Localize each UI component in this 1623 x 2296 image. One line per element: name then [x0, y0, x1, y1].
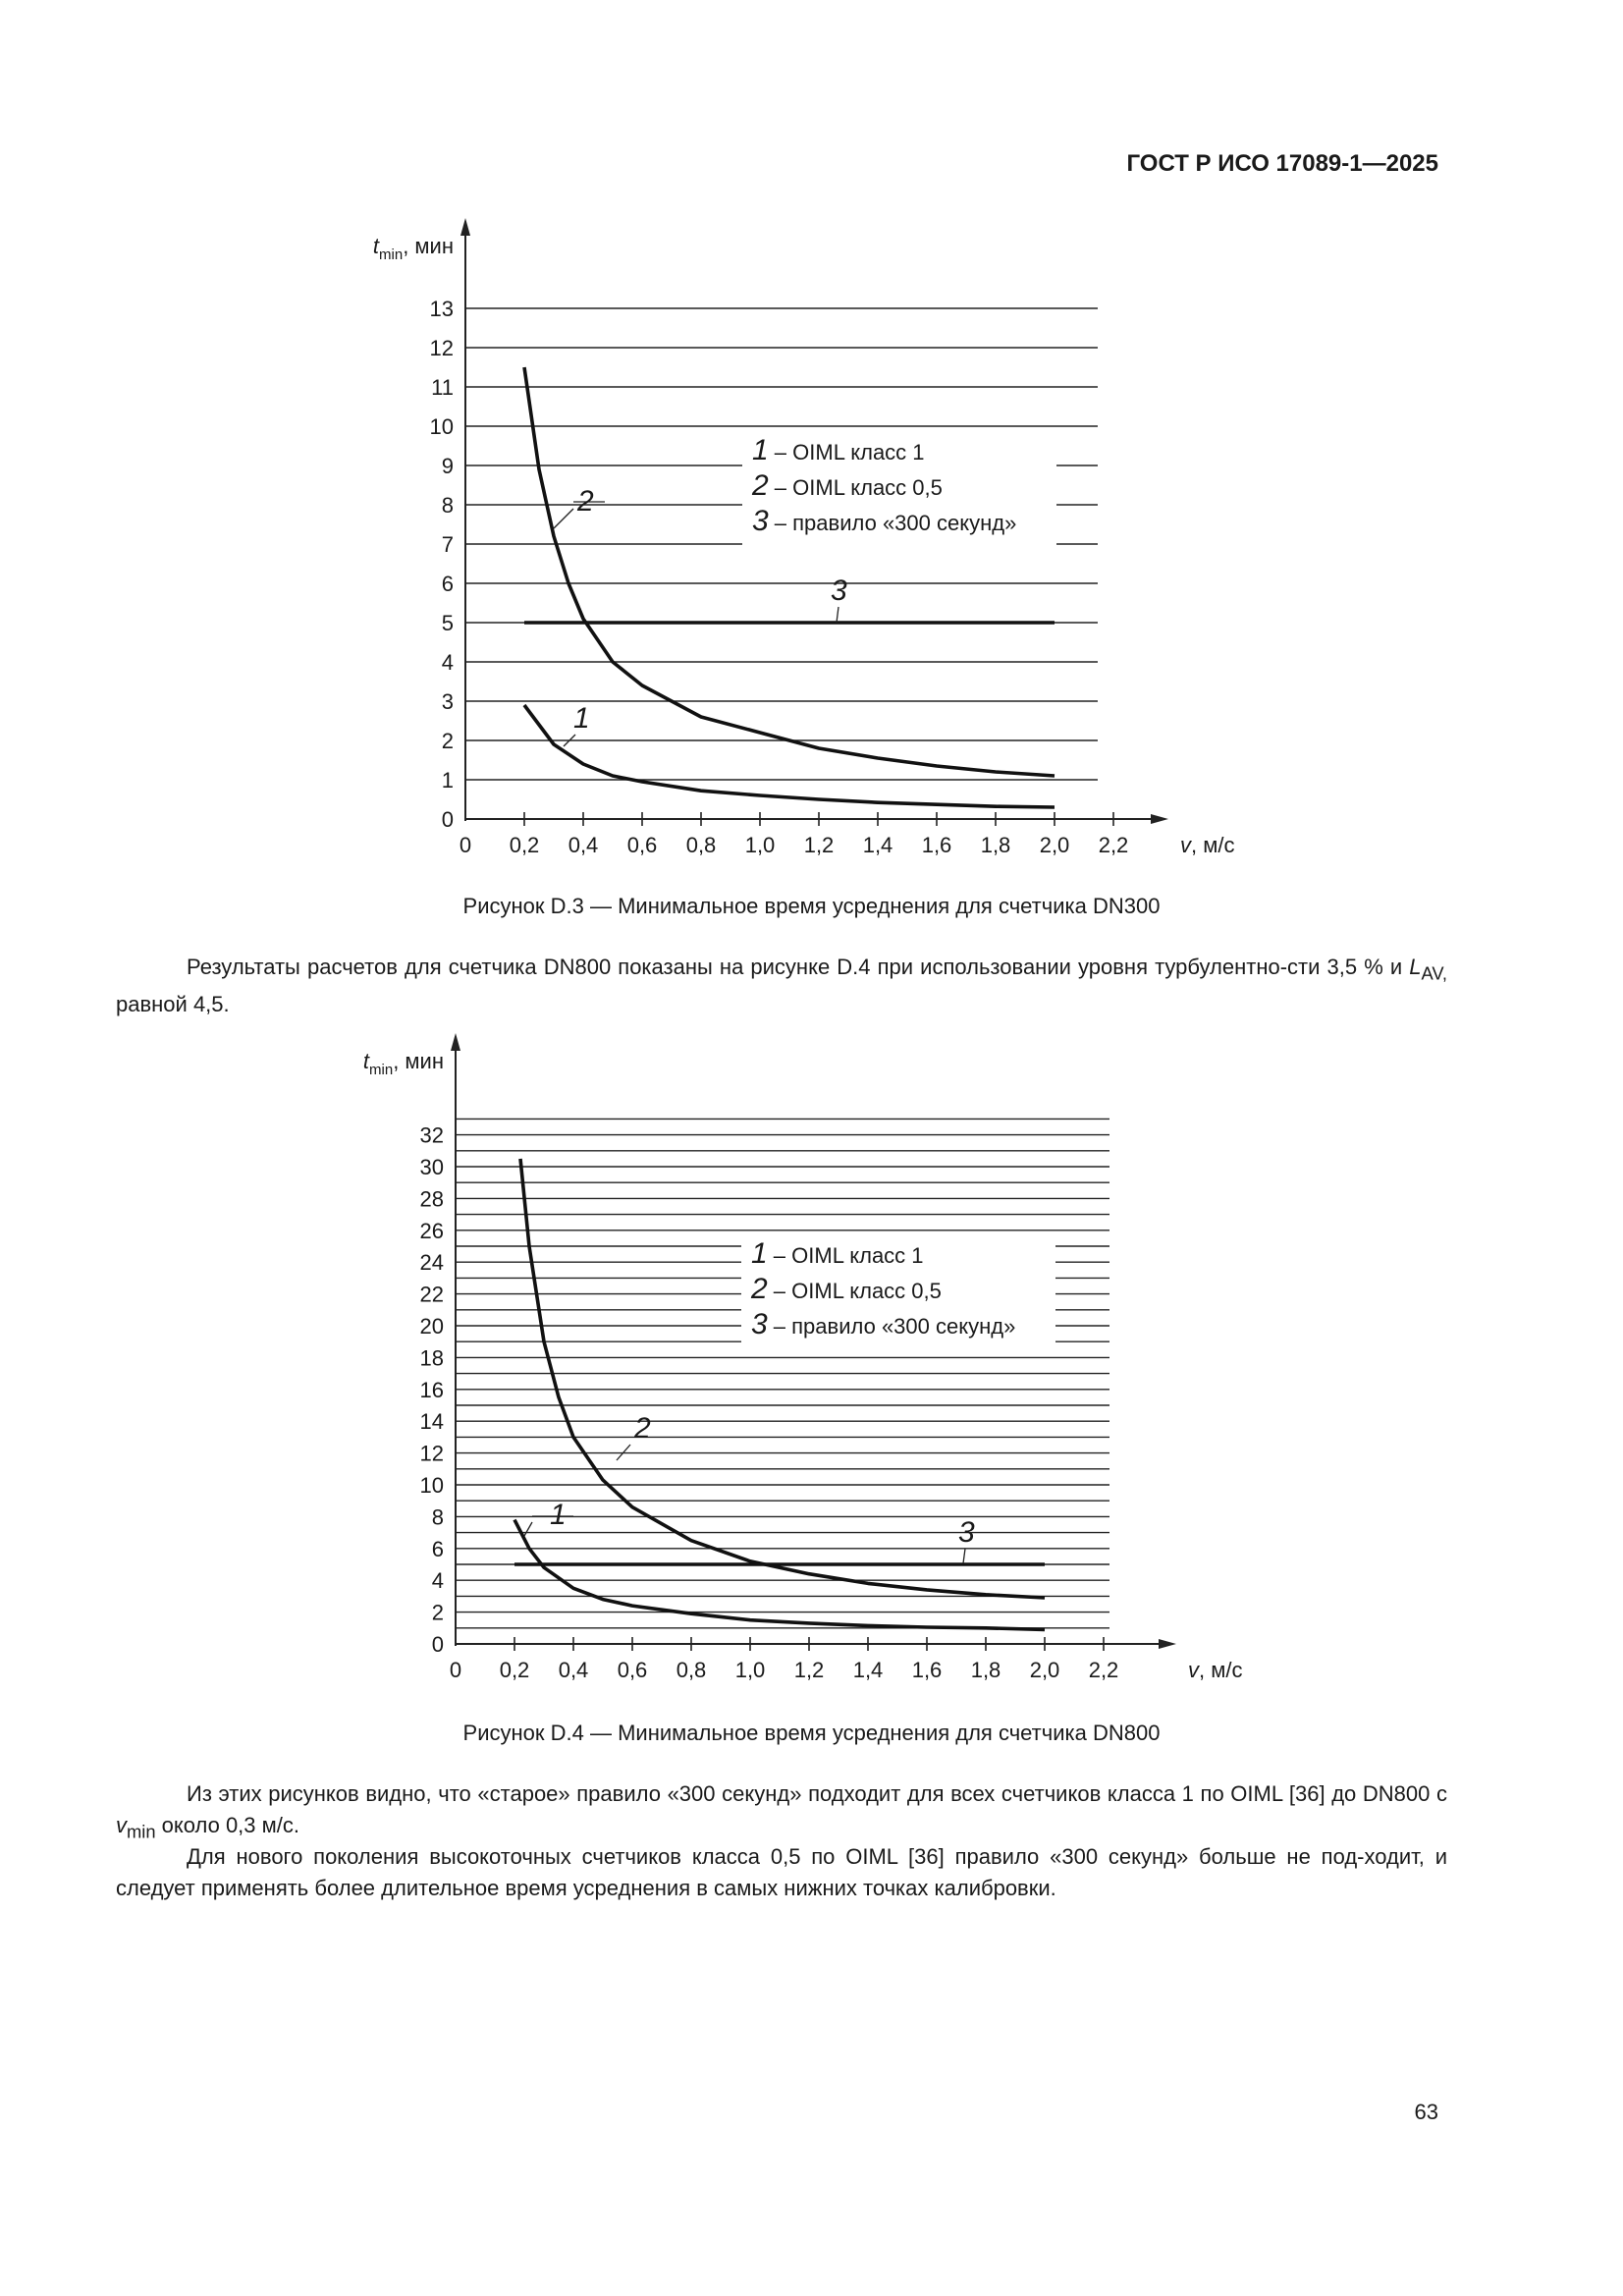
callout-leader-2-tick [554, 509, 573, 528]
paragraph-conclusion-1-text-b: около 0,3 м/с. [155, 1813, 299, 1837]
callout-leader-3 [963, 1549, 965, 1563]
y-tick-label: 9 [441, 454, 454, 478]
y-tick-label: 5 [441, 611, 454, 635]
figure-caption-d3: Рисунок D.3 — Минимальное время усреднения для счетчика DN300 [462, 894, 1161, 918]
y-tick-label: 12 [429, 336, 454, 360]
y-tick-label: 3 [441, 689, 454, 714]
legend-entry: 1 – OIML класс 1 [751, 1237, 924, 1270]
x-tick-label: 1,2 [793, 1658, 825, 1682]
paragraph-conclusion-1 [116, 1778, 1447, 1847]
series-line-1 [524, 705, 1055, 807]
x-tick-label: 1,4 [862, 833, 893, 857]
callout-label-1: 1 [550, 1499, 567, 1531]
y-tick-label: 8 [431, 1504, 444, 1530]
document-id: ГОСТ Р ИСО 17089-1—2025 [1126, 150, 1438, 177]
callout-label-2: 2 [577, 485, 594, 518]
x-tick-label: 2,0 [1039, 833, 1070, 857]
y-tick-label: 24 [419, 1250, 444, 1276]
y-tick-label: 2 [431, 1600, 444, 1625]
x-axis-label: v, м/с [1180, 833, 1235, 857]
y-axis-arrow [460, 218, 470, 236]
paragraph-results-text-b: равной 4,5. [116, 992, 230, 1017]
x-tick-label: 0,4 [568, 833, 599, 857]
figure-caption-d4: Рисунок D.4 — Минимальное время усреднения для счетчика DN800 [462, 1721, 1161, 1745]
x-tick-label: 0 [459, 833, 472, 857]
y-tick-label: 6 [441, 572, 454, 596]
callout-leader-1-tick [524, 1522, 532, 1536]
x-tick-label: 1,8 [980, 833, 1011, 857]
callout-label-3: 3 [958, 1516, 975, 1549]
legend-entry: 2 – OIML класс 0,5 [752, 469, 943, 502]
callout-leader-3 [837, 607, 839, 623]
x-tick-label: 1,0 [734, 1658, 766, 1682]
series-line-2 [524, 367, 1055, 776]
legend-entry: 2 – OIML класс 0,5 [751, 1273, 942, 1305]
x-tick-label: 0 [449, 1658, 462, 1682]
paragraph-conclusion-1-text-a: Из этих рисунков видно, что «старое» правило «300 секунд» подходит для всех счетчиков класса 1 по OIML [36] до DN800 с [187, 1781, 1447, 1806]
paragraph-results-var: L [1409, 955, 1422, 979]
x-tick-label: 1,8 [970, 1658, 1001, 1682]
y-axis-label: $t_{min}$, мин [372, 234, 454, 263]
y-tick-label: 10 [419, 1473, 444, 1498]
y-tick-label: 4 [441, 650, 454, 675]
x-axis-arrow [1151, 814, 1168, 824]
y-axis-arrow [451, 1033, 460, 1051]
x-tick-label: 1,4 [852, 1658, 884, 1682]
paragraph-results [116, 952, 1447, 1020]
x-tick-label: 0,8 [676, 1658, 707, 1682]
paragraph-conclusion-2: Для нового поколения высокоточных счетчиков класса 0,5 по OIML [36] правило «300 секунд» больше не под-ходит, и следует применять более длительное время усреднения в самых нижних точках калибровки. [116, 1844, 1447, 1900]
x-tick-label: 2,0 [1029, 1658, 1060, 1682]
y-tick-label: 6 [431, 1536, 444, 1561]
y-tick-label: 0 [431, 1632, 444, 1657]
x-axis-label: v, м/с [1188, 1658, 1243, 1682]
paragraph-results-text-a: Результаты расчетов для счетчика DN800 показаны на рисунке D.4 при использовании уровня турбулентно-сти 3,5 % и [187, 955, 1410, 979]
x-tick-label: 2,2 [1088, 1658, 1119, 1682]
y-tick-label: 12 [419, 1441, 444, 1466]
x-tick-label: 0,2 [509, 833, 540, 857]
callout-label-2: 2 [634, 1412, 651, 1445]
y-tick-label: 20 [419, 1314, 444, 1339]
paragraph-conclusion-1-sub: min [127, 1821, 156, 1842]
y-tick-label: 0 [441, 807, 454, 832]
x-axis-arrow [1159, 1639, 1176, 1649]
x-tick-label: 1,0 [744, 833, 776, 857]
y-axis-label: $t_{min}$, мин [362, 1049, 444, 1078]
x-tick-label: 0,8 [685, 833, 717, 857]
x-tick-label: 1,6 [921, 833, 952, 857]
y-tick-label: 2 [441, 729, 454, 753]
y-tick-label: 10 [429, 414, 454, 439]
paragraph-conclusion-1-var: v [116, 1813, 127, 1837]
y-tick-label: 4 [431, 1568, 444, 1594]
x-tick-label: 2,2 [1098, 833, 1129, 857]
legend-entry: 1 – OIML класс 1 [752, 434, 925, 466]
y-tick-label: 7 [441, 532, 454, 557]
y-tick-label: 30 [419, 1155, 444, 1179]
x-tick-label: 0,6 [617, 1658, 648, 1682]
legend-entry: 3 – правило «300 секунд» [752, 505, 1017, 537]
page-number: 63 [1414, 2100, 1438, 2124]
y-tick-label: 18 [419, 1345, 444, 1371]
x-tick-label: 1,2 [803, 833, 835, 857]
y-tick-label: 22 [419, 1282, 444, 1307]
y-tick-label: 16 [419, 1377, 444, 1402]
x-tick-label: 0,6 [626, 833, 658, 857]
y-tick-label: 13 [429, 297, 454, 321]
legend-entry: 3 – правило «300 секунд» [751, 1308, 1016, 1340]
y-tick-label: 26 [419, 1218, 444, 1243]
y-tick-label: 11 [431, 375, 454, 400]
chart-dn800 [0, 1031, 1623, 1699]
callout-label-1: 1 [573, 702, 590, 735]
x-tick-label: 1,6 [911, 1658, 943, 1682]
x-tick-label: 0,2 [499, 1658, 530, 1682]
y-tick-label: 1 [441, 768, 454, 793]
y-tick-label: 14 [419, 1409, 444, 1435]
chart-dn300 [0, 216, 1623, 884]
y-tick-label: 32 [419, 1122, 444, 1148]
callout-label-3: 3 [831, 574, 847, 607]
y-tick-label: 28 [419, 1186, 444, 1212]
paragraph-results-sub: AV, [1421, 962, 1447, 984]
x-tick-label: 0,4 [558, 1658, 589, 1682]
y-tick-label: 8 [441, 493, 454, 518]
